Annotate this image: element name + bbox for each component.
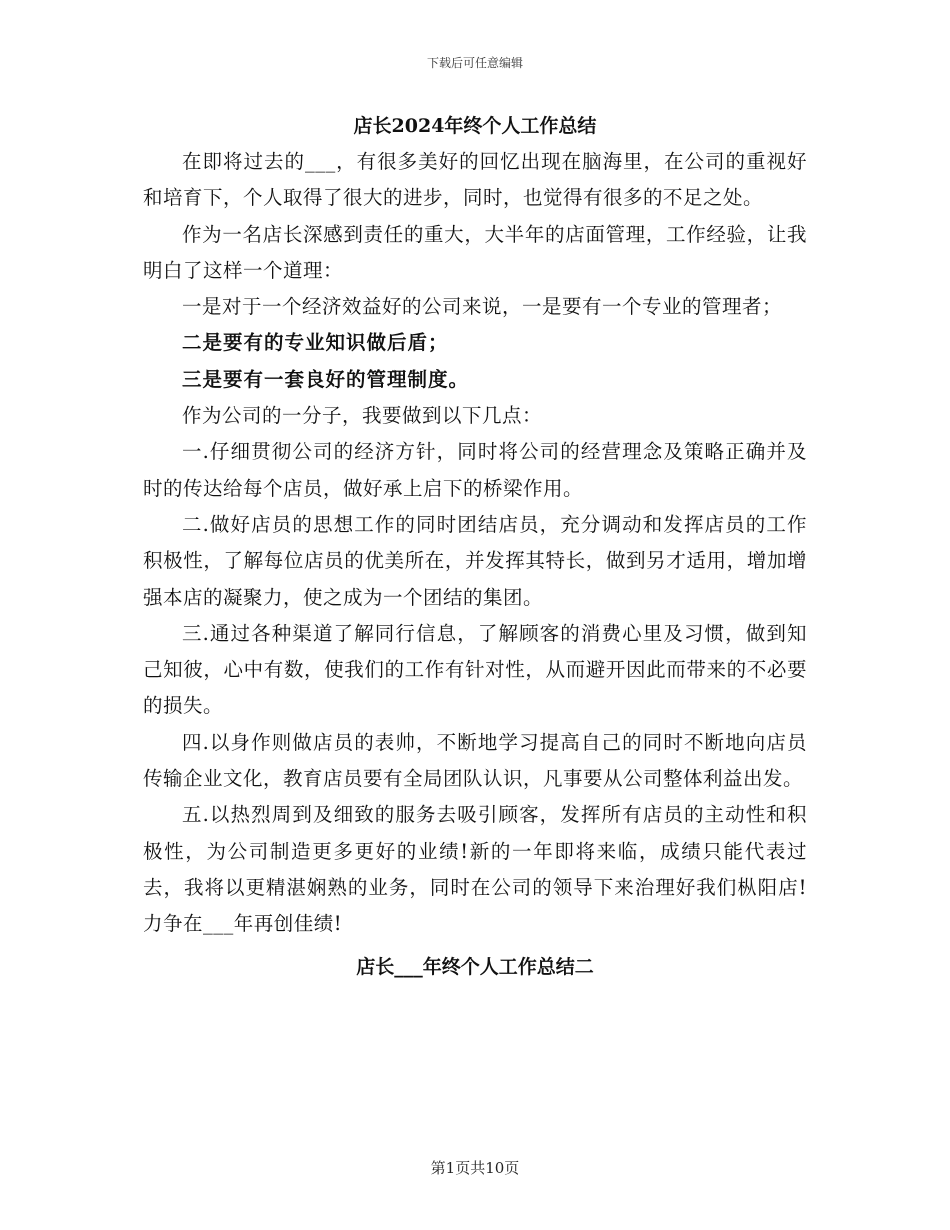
download-note: 下载后可任意编辑 (426, 56, 523, 70)
paragraph-commitments-intro: 作为公司的一分子，我要做到以下几点： (182, 404, 543, 428)
second-section-title: 店长___年终个人工作总结二 (356, 955, 594, 978)
paragraph-item-1: 一.仔细贯彻公司的经济方针，同时将公司的经营理念及策略正确并及时的传达给每个店员，做好承上启下的桥梁作用。 (143, 440, 807, 500)
page-number: 第1页共10页 (430, 1159, 520, 1177)
paragraph-point-three: 三是要有一套良好的管理制度。 (182, 367, 470, 391)
paragraph-item-4: 四.以身作则做店员的表帅，不断地学习提高自己的同时不断地向店员传输企业文化，教育店员要有全局团队认识，凡事要从公司整体利益出发。 (143, 730, 807, 791)
paragraph-item-5: 五.以热烈周到及细致的服务去吸引顾客，发挥所有店员的主动性和积极性，为公司制造更多更好的业绩!新的一年即将来临，成绩只能代表过去，我将以更精湛娴熟的业务，同时在公司的领导下来治理好我们枞阳店!力争在___年再创佳绩! (143, 803, 807, 936)
document-title: 店长2024年终个人工作总结 (353, 115, 597, 137)
paragraph-point-two: 二是要有的专业知识做后盾； (182, 331, 449, 355)
paragraph-item-2: 二.做好店员的思想工作的同时团结店员，充分调动和发挥店员的工作积极性，了解每位店员的优美所在，并发挥其特长，做到另才适用，增加增强本店的凝聚力，使之成为一个团结的集团。 (143, 512, 807, 609)
paragraph-point-one: 一是对于一个经济效益好的公司来说，一是要有一个专业的管理者； (182, 295, 783, 319)
paragraph-intro: 在即将过去的___，有很多美好的回忆出现在脑海里，在公司的重视好和培育下，个人取得了很大的进步，同时，也觉得有很多的不足之处。 (143, 150, 807, 210)
paragraph-responsibility: 作为一名店长深感到责任的重大，大半年的店面管理，工作经验，让我明白了这样一个道理： (143, 222, 807, 282)
paragraph-item-3: 三.通过各种渠道了解同行信息，了解顾客的消费心里及习惯，做到知己知彼，心中有数，使我们的工作有针对性，从而避开因此而带来的不必要的损失。 (143, 621, 807, 718)
document-body (143, 108, 807, 985)
